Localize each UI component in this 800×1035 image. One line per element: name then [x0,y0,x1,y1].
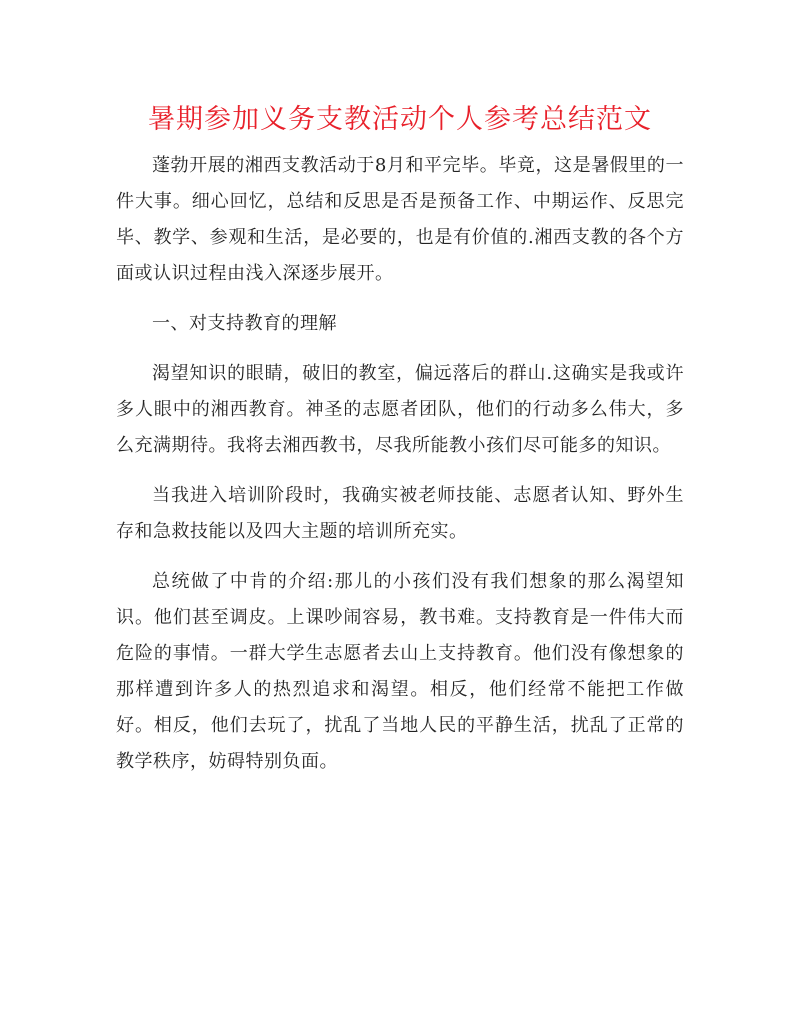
paragraph-impression: 渴望知识的眼睛，破旧的教室，偏远落后的群山.这确实是我或许多人眼中的湘西教育。神圣的志愿者团队，他们的行动多么伟大，多么充满期待。我将去湘西教书，尽我所能教小孩们尽可能多的知识。 [116,363,684,456]
paragraph-intro: 蓬勃开展的湘西支教活动于8月和平完毕。毕竟，这是暑假里的一件大事。细心回忆，总结和反思是否是预备工作、中期运作、反思完毕、教学、参观和生活，是必要的，也是有价值的.湘西支教的各个方面或认识过程由浅入深逐步展开。 [116,155,684,284]
document-body [116,148,684,794]
paragraph-training: 当我进入培训阶段时，我确实被老师技能、志愿者认知、野外生存和急救技能以及四大主题的培训所充实。 [116,485,684,542]
paragraph-introduction-talk: 总统做了中肯的介绍:那儿的小孩们没有我们想象的那么渴望知识。他们甚至调皮。上课吵闹容易，教书难。支持教育是一件伟大而危险的事情。一群大学生志愿者去山上支持教育。他们没有像想象的那样遭到许多人的热烈追求和渴望。相反，他们经常不能把工作做好。相反，他们去玩了，扰乱了当地人民的平静生活，扰乱了正常的教学秩序，妨碍特别负面。 [116,571,684,772]
section-heading: 一、对支持教育的理解 [152,313,337,334]
document-title: 暑期参加义务支教活动个人参考总结范文 [148,104,652,135]
